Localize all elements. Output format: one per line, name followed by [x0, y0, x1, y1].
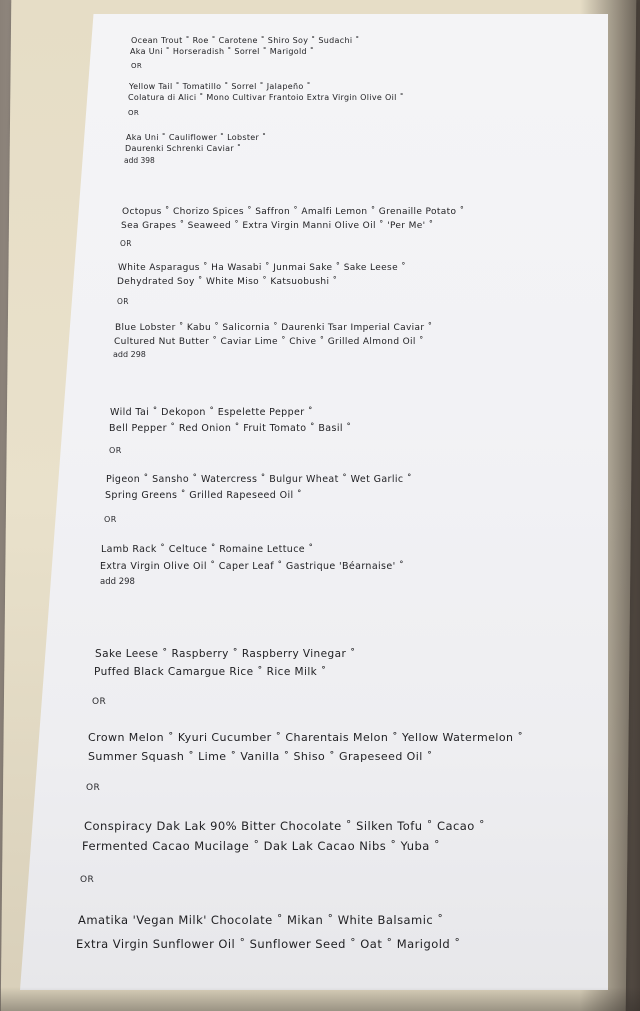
dish-line: Puffed Black Camargue Rice ˚ Rice Milk ˚	[94, 666, 327, 678]
dish-line: Summer Squash ˚ Lime ˚ Vanilla ˚ Shiso ˚ Grapeseed Oil ˚	[88, 750, 433, 763]
or-separator: OR	[92, 697, 107, 707]
supplement-price: add 298	[113, 350, 146, 359]
dish-line: Octopus ˚ Chorizo Spices ˚ Saffron ˚ Amalfi Lemon ˚ Grenaille Potato ˚	[122, 207, 465, 217]
dish-line: Daurenki Schrenki Caviar ˚	[125, 144, 242, 153]
dish-line: Ocean Trout ˚ Roe ˚ Carotene ˚ Shiro Soy ˚ Sudachi ˚	[131, 36, 360, 45]
dish-line: Aka Uni ˚ Horseradish ˚ Sorrel ˚ Marigold ˚	[130, 47, 315, 56]
dish-line: Blue Lobster ˚ Kabu ˚ Salicornia ˚ Daurenki Tsar Imperial Caviar ˚	[115, 323, 433, 333]
or-separator: OR	[128, 109, 140, 117]
dish-line: Lamb Rack ˚ Celtuce ˚ Romaine Lettuce ˚	[101, 544, 314, 555]
supplement-price: add 398	[124, 156, 155, 165]
dish-line: Colatura di Alici ˚ Mono Cultivar Frantoio Extra Virgin Olive Oil ˚	[128, 93, 404, 102]
or-separator: OR	[117, 297, 129, 306]
dish-line: Wild Tai ˚ Dekopon ˚ Espelette Pepper ˚	[110, 407, 314, 418]
dish-line: White Asparagus ˚ Ha Wasabi ˚ Junmai Sake ˚ Sake Leese ˚	[118, 263, 407, 273]
or-separator: OR	[109, 446, 122, 455]
dish-line: Extra Virgin Sunflower Oil ˚ Sunflower Seed ˚ Oat ˚ Marigold ˚	[76, 937, 461, 951]
dish-line: Sake Leese ˚ Raspberry ˚ Raspberry Vinegar ˚	[95, 648, 356, 660]
or-separator: OR	[104, 515, 117, 524]
dish-line: Pigeon ˚ Sansho ˚ Watercress ˚ Bulgur Wheat ˚ Wet Garlic ˚	[106, 474, 413, 485]
bottom-shadow	[0, 987, 640, 1011]
dish-line: Fermented Cacao Mucilage ˚ Dak Lak Cacao Nibs ˚ Yuba ˚	[82, 839, 441, 853]
dish-line: Crown Melon ˚ Kyuri Cucumber ˚ Charentais Melon ˚ Yellow Watermelon ˚	[88, 731, 524, 744]
or-separator: OR	[80, 875, 95, 885]
dish-line: Dehydrated Soy ˚ White Miso ˚ Katsuobushi ˚	[117, 277, 338, 287]
or-separator: OR	[86, 783, 101, 793]
dish-line: Extra Virgin Olive Oil ˚ Caper Leaf ˚ Gastrique 'Béarnaise' ˚	[100, 561, 405, 572]
dish-line: Conspiracy Dak Lak 90% Bitter Chocolate ˚ Silken Tofu ˚ Cacao ˚	[84, 819, 486, 833]
or-separator: OR	[131, 62, 143, 70]
dish-line: Bell Pepper ˚ Red Onion ˚ Fruit Tomato ˚ Basil ˚	[109, 423, 352, 434]
dish-line: Sea Grapes ˚ Seaweed ˚ Extra Virgin Manni Olive Oil ˚ 'Per Me' ˚	[121, 221, 434, 231]
supplement-price: add 298	[100, 577, 135, 587]
dish-line: Amatika 'Vegan Milk' Chocolate ˚ Mikan ˚ White Balsamic ˚	[78, 913, 444, 927]
dish-line: Aka Uni ˚ Cauliflower ˚ Lobster ˚	[126, 133, 267, 142]
dish-line: Yellow Tail ˚ Tomatillo ˚ Sorrel ˚ Jalapeño ˚	[129, 82, 311, 91]
dish-line: Spring Greens ˚ Grilled Rapeseed Oil ˚	[105, 490, 303, 501]
dish-line: Cultured Nut Butter ˚ Caviar Lime ˚ Chive ˚ Grilled Almond Oil ˚	[114, 337, 424, 347]
or-separator: OR	[120, 239, 132, 248]
